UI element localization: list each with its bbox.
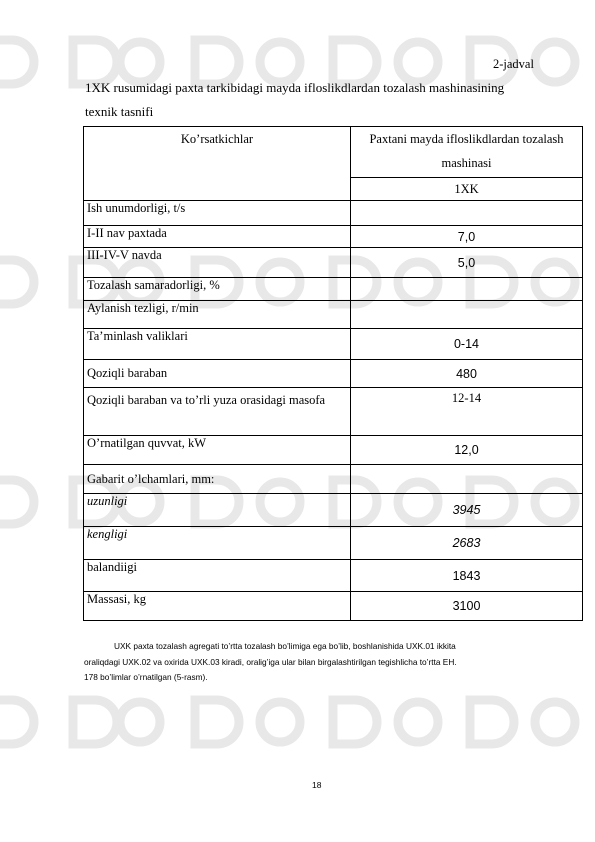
table-row: [84, 226, 583, 248]
table-row: [84, 494, 583, 527]
row-label: Massasi, kg: [84, 592, 351, 621]
row-label: Gabarit o’lchamlari, mm:: [84, 465, 351, 494]
table-row: [84, 560, 583, 592]
row-value: 480: [351, 360, 583, 388]
header-machine: Paxtani mayda ifloslikdlardan tozalash mashinasi: [351, 127, 583, 178]
row-label: Aylanish tezligi, r/min: [84, 301, 351, 329]
row-value: 7,0: [351, 226, 583, 248]
header-model: 1XK: [351, 178, 583, 201]
row-label: I-II nav paxtada: [84, 226, 351, 248]
table-row: [84, 360, 583, 388]
row-label: balandiigi: [84, 560, 351, 592]
row-value: 12-14: [351, 388, 583, 436]
row-label: Ish unumdorligi, t/s: [84, 201, 351, 226]
row-value: 3945: [351, 494, 583, 527]
table-row: [84, 436, 583, 465]
row-label: kengligi: [84, 527, 351, 560]
table-row: [84, 465, 583, 494]
page-number: 18: [312, 780, 322, 790]
row-label: Qoziqli baraban: [84, 360, 351, 388]
table-row: [84, 388, 583, 436]
row-label: Ta’minlash valiklari: [84, 329, 351, 360]
header-indicators: Ko’rsatkichlar: [84, 127, 351, 201]
row-label: Tozalash samaradorligi, %: [84, 278, 351, 301]
row-value: 5,0: [351, 248, 583, 278]
row-value: 3100: [351, 592, 583, 621]
row-value: 1843: [351, 560, 583, 592]
table-row: [84, 278, 583, 301]
row-value: [351, 201, 583, 226]
table-row: [84, 592, 583, 621]
row-value: [351, 301, 583, 329]
table-row: [84, 329, 583, 360]
row-label: Qoziqli baraban va to’rli yuza orasidagi masofa: [84, 388, 351, 436]
row-label: III-IV-V navda: [84, 248, 351, 278]
table-row: [84, 248, 583, 278]
table-row: [84, 301, 583, 329]
row-value: 0-14: [351, 329, 583, 360]
table-row: [84, 527, 583, 560]
paragraph-line: UXK paxta tozalash agregati to’rtta tozalash bo’limiga ega bo’lib, boshlanishida UXK.01 ikkita: [114, 641, 456, 651]
paragraph-line: 178 bo’limlar o’rnatilgan (5-rasm).: [84, 672, 208, 682]
table-tag: 2-jadval: [493, 57, 534, 71]
table-caption-line1: 1XK rusumidagi paxta tarkibidagi mayda ifloslikdlardan tozalash mashinasining: [85, 80, 505, 95]
paragraph-line: oraliqdagi UXK.02 va oxirida UXK.03 kiradi, oralig’iga ular bilan birgalashtirilgan tegishlicha to’rtta EH.: [84, 656, 457, 667]
row-label: uzunligi: [84, 494, 351, 527]
body-paragraph: [84, 639, 554, 686]
table-caption-line2: texnik tasnifi: [85, 104, 154, 119]
row-value: [351, 278, 583, 301]
table-row: [84, 201, 583, 226]
row-value: 12,0: [351, 436, 583, 465]
spec-table: [83, 126, 583, 621]
row-label: O’rnatilgan quvvat, kW: [84, 436, 351, 465]
row-value: [351, 465, 583, 494]
row-value: 2683: [351, 527, 583, 560]
